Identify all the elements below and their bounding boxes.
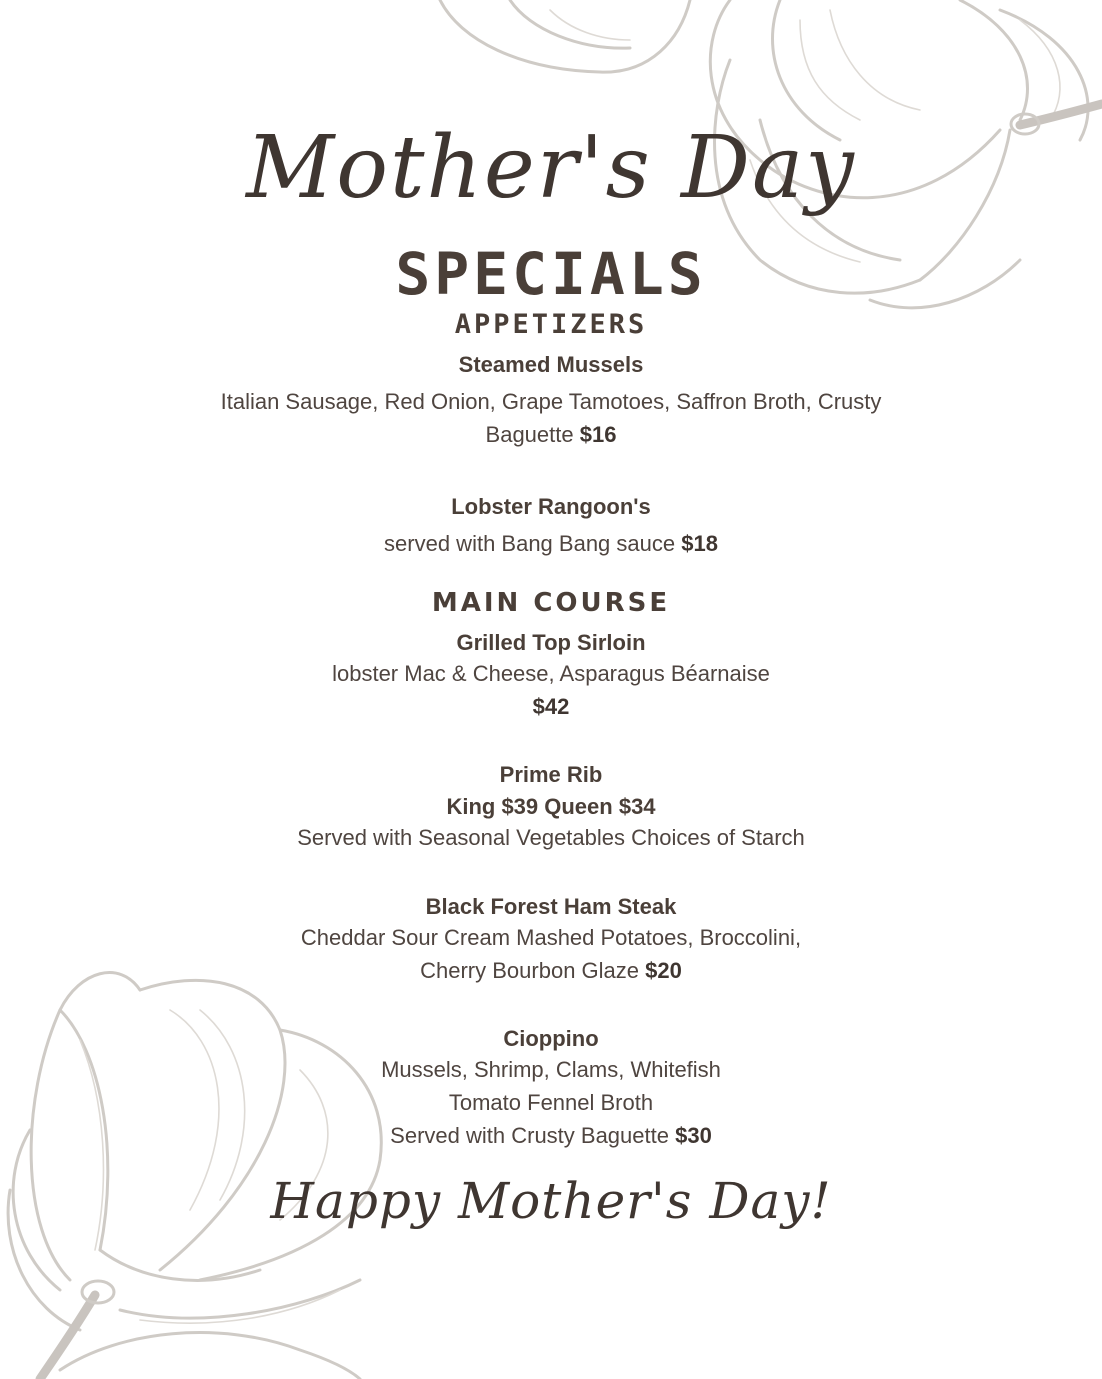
item-description: Mussels, Shrimp, Clams, Whitefish <box>381 1057 721 1082</box>
item-name: Steamed Mussels <box>458 352 644 377</box>
menu-item-prime-rib <box>0 762 1102 854</box>
item-description-line: Tomato Fennel Broth <box>448 1090 654 1115</box>
item-price: $16 <box>579 422 617 447</box>
item-name: Grilled Top Sirloin <box>456 630 646 655</box>
item-name: Prime Rib <box>499 762 603 787</box>
menu-item-lobster-rangoons <box>0 494 1102 560</box>
item-name: Cioppino <box>503 1026 599 1051</box>
item-description: Cheddar Sour Cream Mashed Potatoes, Broccolini, <box>300 925 802 950</box>
appetizers-heading: APPETIZERS <box>454 309 648 340</box>
item-description: Served with Seasonal Vegetables Choices of Starch <box>297 825 805 850</box>
menu-item-black-forest-ham-steak <box>0 894 1102 987</box>
item-description: lobster Mac & Cheese, Asparagus Béarnaise <box>332 661 770 686</box>
item-description: served with Bang Bang sauce $18 <box>384 531 718 556</box>
item-name: Lobster Rangoon's <box>451 494 651 519</box>
item-description-line: Cherry Bourbon Glaze $20 <box>420 958 682 983</box>
magnolia-flower-icon <box>0 950 420 1379</box>
menu-item-cioppino <box>0 1026 1102 1152</box>
item-description: Italian Sausage, Red Onion, Grape Tamotoes, Saffron Broth, Crusty <box>220 389 882 414</box>
item-price: $18 <box>681 531 718 556</box>
item-sizes: King $39 Queen $34 <box>446 794 656 819</box>
main-course-heading: MAIN COURSE <box>431 588 671 618</box>
item-price: $20 <box>645 958 682 983</box>
item-name: Black Forest Ham Steak <box>425 894 677 919</box>
item-price: $30 <box>675 1123 712 1148</box>
page-title: SPECIALS <box>395 240 707 308</box>
item-description-line: Served with Crusty Baguette $30 <box>390 1123 712 1148</box>
closing-script: Happy Mother's Day! <box>270 1172 832 1230</box>
title-script: Mother's Day <box>246 118 856 218</box>
menu-item-steamed-mussels <box>0 352 1102 451</box>
item-price: $42 <box>532 694 570 719</box>
item-description-line: Baguette $16 <box>485 422 617 447</box>
menu-item-grilled-top-sirloin <box>0 630 1102 723</box>
